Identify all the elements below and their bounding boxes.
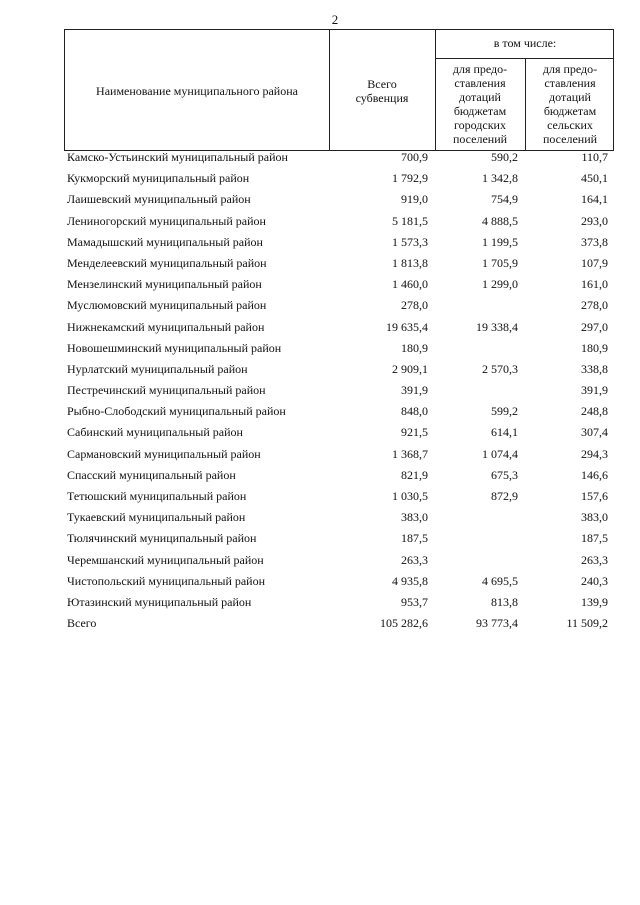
district-name: Менделеевский муниципальный район [67, 255, 267, 270]
urban-value: 813,8 [491, 594, 518, 609]
total-value: 1 460,0 [392, 277, 428, 292]
district-name: Нурлатский муниципальный район [67, 361, 248, 376]
urban-value: 599,2 [491, 404, 518, 419]
district-name: Лаишевский муниципальный район [67, 192, 251, 207]
rural-value: 161,0 [581, 277, 608, 292]
table-row [0, 189, 640, 210]
table-row [0, 232, 640, 253]
rural-value: 146,6 [581, 467, 608, 482]
table-header [64, 29, 614, 151]
rural-value: 278,0 [581, 298, 608, 313]
urban-value: 590,2 [491, 150, 518, 164]
header-line: ставления [454, 76, 506, 90]
including-label: в том числе: [493, 36, 557, 50]
table-row [0, 168, 640, 189]
total-value: 19 635,4 [386, 319, 428, 334]
district-name: Кукморский муниципальный район [67, 171, 250, 186]
district-name: Всего [67, 616, 97, 631]
table-row [0, 274, 640, 295]
table-row [0, 359, 640, 380]
urban-value: 754,9 [491, 192, 518, 207]
total-value: 1 573,3 [392, 234, 428, 249]
total-value: 848,0 [401, 404, 428, 419]
total-value: 383,0 [401, 510, 428, 525]
district-name: Мамадышский муниципальный район [67, 234, 263, 249]
table-row [0, 486, 640, 507]
district-name: Черемшанский муниципальный район [67, 552, 264, 567]
table-row [0, 147, 640, 168]
district-name: Нижнекамский муниципальный район [67, 319, 265, 334]
table-row [0, 317, 640, 338]
total-value: 1 813,8 [392, 255, 428, 270]
total-value: 1 030,5 [392, 489, 428, 503]
rural-column-header [525, 62, 615, 146]
district-name: Спасский муниципальный район [67, 467, 236, 482]
district-name: Лениногорский муниципальный район [67, 213, 266, 228]
header-line: поселений [452, 132, 508, 146]
header-line: сельских [547, 118, 593, 132]
table-body [0, 147, 640, 634]
urban-value: 19 338,4 [476, 319, 518, 334]
total-value: 391,9 [401, 383, 428, 398]
table-row [0, 528, 640, 549]
rural-value: 11 509,2 [566, 616, 608, 631]
total-value: 1 792,9 [392, 171, 428, 186]
district-name: Новошешминский муниципальный район [67, 340, 282, 355]
district-name: Тетюшский муниципальный район [67, 489, 247, 503]
urban-column-header [435, 62, 525, 146]
district-name: Камско-Устьинский муниципальный район [67, 150, 288, 164]
total-value: 919,0 [401, 192, 428, 207]
total-value: 921,5 [401, 425, 428, 440]
table-row [0, 253, 640, 274]
total-value: 821,9 [401, 467, 428, 482]
urban-value: 1 074,4 [482, 446, 518, 461]
rural-value: 297,0 [581, 319, 608, 334]
urban-value: 614,1 [491, 425, 518, 440]
header-line: дотаций [549, 90, 591, 104]
rural-value: 107,9 [581, 255, 608, 270]
table-row [0, 380, 640, 401]
urban-value: 4 695,5 [482, 573, 518, 588]
district-name: Муслюмовский муниципальный район [67, 298, 267, 313]
header-line: бюджетам [543, 104, 597, 118]
header-line: городских [454, 118, 506, 132]
urban-value: 1 705,9 [482, 255, 518, 270]
total-value: 180,9 [401, 340, 428, 355]
table-row [0, 550, 640, 571]
rural-value: 307,4 [581, 425, 608, 440]
table-row [0, 401, 640, 422]
total-value: 2 909,1 [392, 361, 428, 376]
total-value: 4 935,8 [392, 573, 428, 588]
rural-value: 180,9 [581, 340, 608, 355]
urban-value: 4 888,5 [482, 213, 518, 228]
district-name: Мензелинский муниципальный район [67, 277, 262, 292]
rural-value: 248,8 [581, 404, 608, 419]
total-value: 263,3 [401, 552, 428, 567]
header-line: поселений [542, 132, 598, 146]
total-value: 1 368,7 [392, 446, 428, 461]
table-row [0, 592, 640, 613]
urban-value: 1 199,5 [482, 234, 518, 249]
urban-value: 1 299,0 [482, 277, 518, 292]
table-row [0, 295, 640, 316]
rural-value: 383,0 [581, 510, 608, 525]
urban-value: 675,3 [491, 467, 518, 482]
district-name: Пестречинский муниципальный район [67, 383, 266, 398]
total-row [0, 613, 640, 634]
total-column-header [329, 77, 435, 105]
rural-value: 293,0 [581, 213, 608, 228]
rural-value: 373,8 [581, 234, 608, 249]
header-line: дотаций [459, 90, 501, 104]
total-header-line: субвенция [355, 91, 409, 105]
rural-value: 391,9 [581, 383, 608, 398]
table-row [0, 507, 640, 528]
table-row [0, 444, 640, 465]
rural-value: 263,3 [581, 552, 608, 567]
table-row [0, 211, 640, 232]
total-value: 105 282,6 [380, 616, 428, 631]
district-name: Тукаевский муниципальный район [67, 510, 246, 525]
total-value: 278,0 [401, 298, 428, 313]
district-name: Рыбно-Слободский муниципальный район [67, 404, 286, 419]
header-divider [435, 58, 613, 59]
total-value: 953,7 [401, 594, 428, 609]
urban-value: 2 570,3 [482, 361, 518, 376]
total-value: 700,9 [401, 150, 428, 164]
page-number: 2 [331, 12, 339, 27]
rural-value: 294,3 [581, 446, 608, 461]
urban-value: 93 773,4 [476, 616, 518, 631]
table-row [0, 465, 640, 486]
district-name: Ютазинский муниципальный район [67, 594, 252, 609]
district-name: Сабинский муниципальный район [67, 425, 243, 440]
rural-value: 338,8 [581, 361, 608, 376]
district-name: Сармановский муниципальный район [67, 446, 261, 461]
header-line: ставления [544, 76, 596, 90]
rural-value: 187,5 [581, 531, 608, 546]
header-line: для предо- [542, 62, 598, 76]
total-header-line: Всего [367, 77, 397, 91]
total-value: 187,5 [401, 531, 428, 546]
rural-value: 450,1 [581, 171, 608, 186]
rural-value: 157,6 [581, 489, 608, 503]
table-row [0, 571, 640, 592]
urban-value: 872,9 [491, 489, 518, 503]
rural-value: 139,9 [581, 594, 608, 609]
name-column-header: Наименование муниципального района [96, 84, 298, 98]
header-line: бюджетам [453, 104, 507, 118]
total-value: 5 181,5 [392, 213, 428, 228]
table-row [0, 422, 640, 443]
rural-value: 164,1 [581, 192, 608, 207]
district-name: Чистопольский муниципальный район [67, 573, 266, 588]
district-name: Тюлячинский муниципальный район [67, 531, 257, 546]
header-line: для предо- [452, 62, 508, 76]
rural-value: 110,7 [581, 150, 608, 164]
table-row [0, 338, 640, 359]
urban-value: 1 342,8 [482, 171, 518, 186]
rural-value: 240,3 [581, 573, 608, 588]
